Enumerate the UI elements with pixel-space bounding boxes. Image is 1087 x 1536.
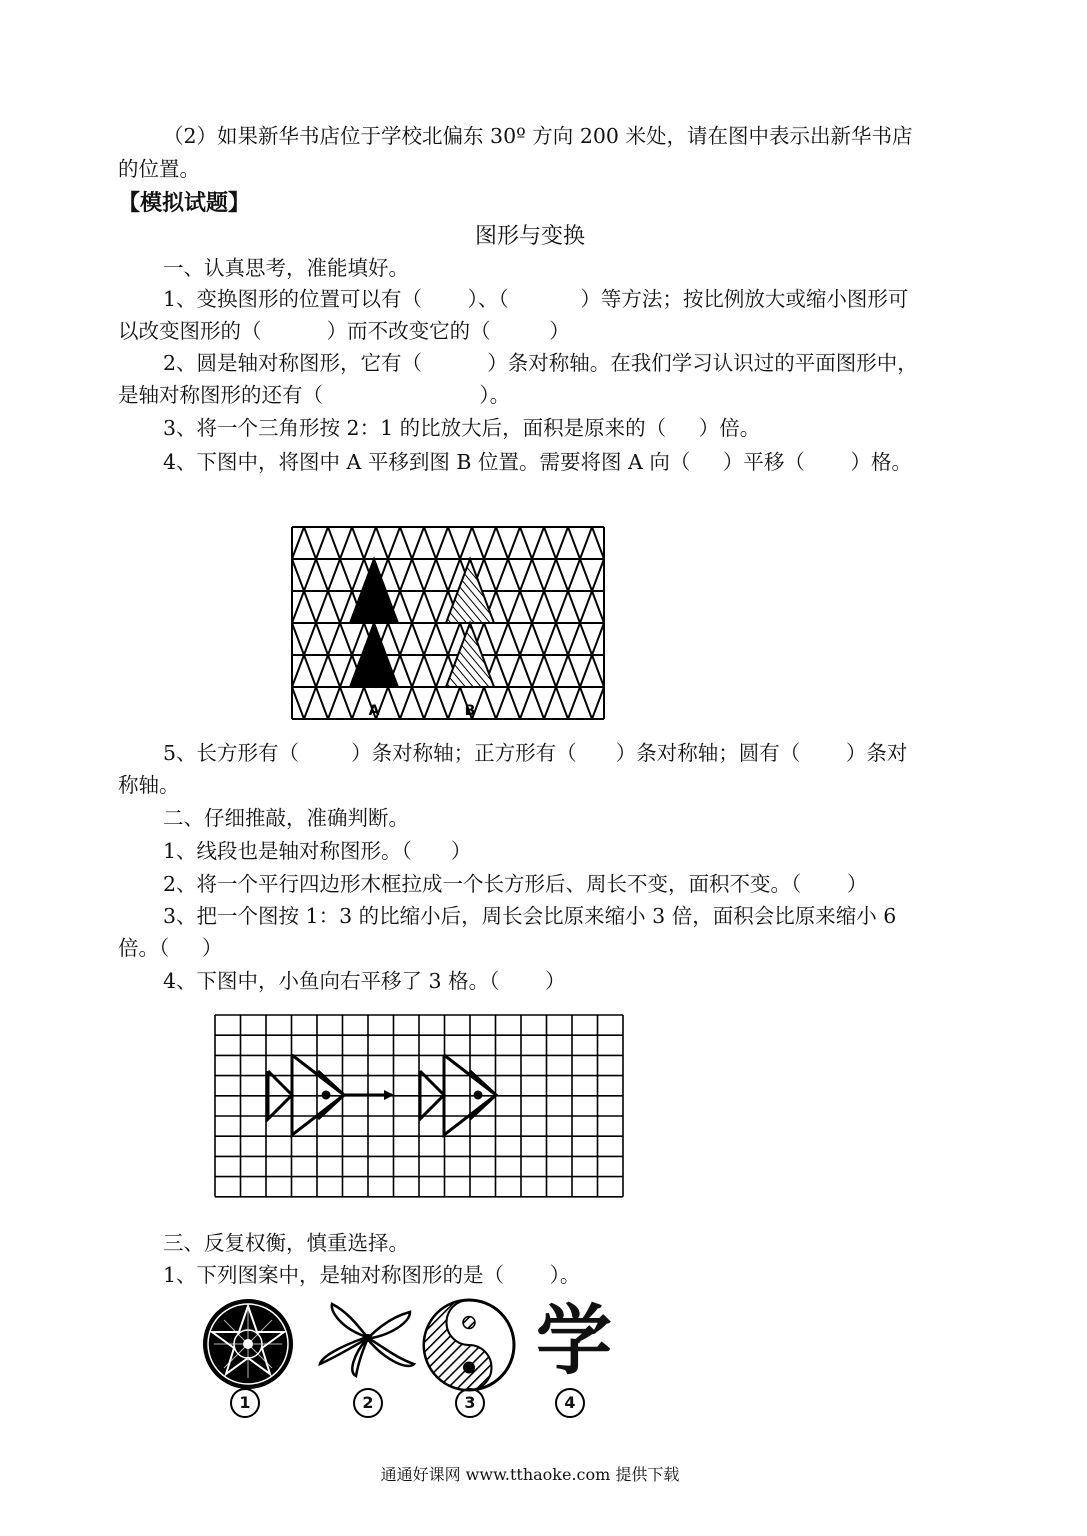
part2-q3-line-1: 3、把一个图按 1：3 的比缩小后，周长会比原来缩小 3 倍，面积会比原来缩小 6 [163, 904, 897, 928]
option-2-pinwheel-icon [318, 1298, 418, 1378]
part1-q4: 4、下图中，将图中 A 平移到图 B 位置。需要将图 A 向（ ）平移（ ）格。 [163, 450, 913, 474]
fish-right-eye [474, 1091, 483, 1100]
part1-q3: 3、将一个三角形按 2：1 的比放大后，面积是原来的（ ）倍。 [163, 416, 761, 440]
part2-q4: 4、下图中，小鱼向右平移了 3 格。（ ） [163, 969, 566, 993]
option-3-number: 3 [455, 1388, 485, 1418]
part1-q2-line-2: 是轴对称图形的还有（ ）。 [118, 383, 511, 407]
triangle-grid-figure [288, 523, 608, 723]
fish-left-eye [322, 1091, 331, 1100]
figure-label-b: B [464, 703, 476, 719]
part2-q1: 1、线段也是轴对称图形。（ ） [163, 839, 472, 863]
prev-question-line-1: （2）如果新华书店位于学校北偏东 30º 方向 200 米处，请在图中表示出新华书店 [163, 124, 913, 148]
fish-grid-figure [214, 1013, 628, 1203]
part1-q5-line-2: 称轴。 [118, 773, 180, 797]
footer-credit: 通通好课网 www.tthaoke.com 提供下载 [380, 1465, 680, 1484]
option-4-character: 学 [536, 1296, 612, 1385]
option-3-yin-yang-icon [420, 1296, 518, 1394]
section-title: 【模拟试题】 [118, 191, 251, 216]
part2-q2: 2、将一个平行四边形木框拉成一个长方形后、周长不变，面积不变。（ ） [163, 872, 868, 896]
figure-label-a: A [368, 703, 380, 719]
part1-q5-line-1: 5、长方形有（ ）条对称轴；正方形有（ ）条对称轴；圆有（ ）条对 [163, 741, 908, 765]
part1-q2-line-1: 2、圆是轴对称图形，它有（ ）条对称轴。在我们学习认识过的平面图形中， [163, 351, 918, 375]
part1-q1-line-2: 以改变图形的（ ）而不改变它的（ ） [118, 319, 570, 343]
option-4-number: 4 [555, 1388, 585, 1418]
part1-heading: 一、认真思考，准能填好。 [163, 256, 409, 280]
page-title: 图形与变换 [474, 224, 585, 249]
option-2-number: 2 [353, 1388, 383, 1418]
part2-heading: 二、仔细推敲，准确判断。 [163, 806, 409, 830]
shift-arrow-icon [384, 1090, 394, 1100]
option-1-number: 1 [230, 1388, 260, 1418]
part2-q3-line-2: 倍。（ ） [118, 936, 223, 960]
option-1-ornament-icon [200, 1296, 296, 1392]
prev-question-line-2: 的位置。 [118, 157, 200, 181]
part1-q1-line-1: 1、变换图形的位置可以有（ ）、（ ）等方法；按比例放大或缩小图形可 [163, 287, 909, 311]
part3-q1: 1、下列图案中，是轴对称图形的是（ ）。 [163, 1263, 581, 1287]
part3-heading: 三、反复权衡，慎重选择。 [163, 1231, 409, 1255]
